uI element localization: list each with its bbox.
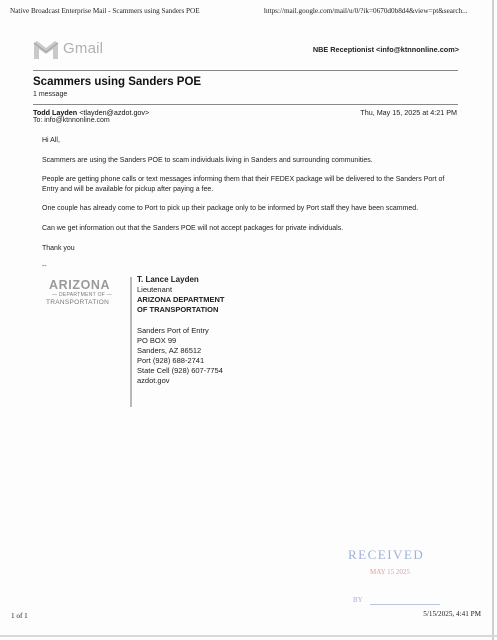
body-paragraph: Scammers are using the Sanders POE to scam individuals living in Sanders and surrounding communities. [42, 156, 373, 164]
page-edge-bottom [0, 635, 497, 637]
adot-logo-line3: TRANSPORTATION [46, 299, 110, 306]
received-stamp [348, 547, 458, 617]
print-url: https://mail.google.com/mail/u/0/?ik=0670d0b8d4&view=pt&search... [264, 7, 468, 15]
stamp-date: MAY 15 2025 [370, 568, 410, 576]
page-number: 1 of 1 [11, 612, 28, 620]
gmail-m-icon [33, 40, 59, 60]
sender-email: <tlayden@azdot.gov> [79, 108, 150, 117]
signature-website[interactable]: azdot.gov [137, 376, 170, 385]
adot-logo [46, 278, 126, 308]
sender-line [33, 108, 149, 117]
message-body [42, 136, 452, 263]
print-timestamp: 5/15/2025, 4:41 PM [423, 610, 481, 618]
signature-name: T. Lance Layden [137, 275, 199, 284]
stamp-by: BY [353, 596, 363, 604]
signature-cell-phone: State Cell (928) 607-7754 [137, 366, 223, 375]
recipient-line: To: info@ktnnonline.com [33, 117, 110, 124]
signature-address-line2: PO BOX 99 [137, 336, 177, 345]
sender-name: Todd Layden [33, 108, 78, 117]
signature-org-line2: OF TRANSPORTATION [137, 305, 219, 314]
stamp-received: RECEIVED [348, 547, 425, 562]
gmail-wordmark: Gmail [63, 40, 104, 57]
message-count: 1 message [33, 91, 68, 98]
adot-logo-line1: ARIZONA [49, 278, 111, 292]
signature-address-line1: Sanders Port of Entry [137, 326, 209, 335]
page-edge-right [492, 0, 494, 640]
message-date: Thu, May 15, 2025 at 4:21 PM [360, 108, 457, 117]
body-paragraph: One couple has already come to Port to pick up their package only to be informed by Port staff they have been scammed. [42, 205, 419, 213]
adot-logo-line2: — DEPARTMENT OF — [52, 292, 113, 298]
signature-address-line3: Sanders, AZ 86512 [137, 346, 202, 355]
body-paragraph: People are getting phone calls or text messages informing them that their FEDEX package will be delivered to the Sanders Port of Entry and will be available for pickup after paying a fee. [42, 176, 445, 193]
print-title: Native Broadcast Enterprise Mail - Scammers using Sanders POE [10, 7, 200, 15]
account-label: NBE Receptionist <info@ktnnonline.com> [312, 45, 459, 54]
body-paragraph: Hi All, [42, 137, 60, 144]
signature-org-line1: ARIZONA DEPARTMENT [137, 295, 225, 304]
print-header [10, 7, 487, 19]
signature-bar [130, 277, 132, 407]
body-paragraph: Thank you [42, 244, 75, 252]
signature-title: Lieutenant [137, 285, 173, 294]
stamp-by-line [370, 604, 440, 605]
body-paragraph: Can we get information out that the Sanders POE will not accept packages for private individuals. [42, 224, 344, 232]
signature-block [137, 275, 225, 386]
signature-port-phone: Port (928) 688-2741 [137, 356, 205, 365]
subject-divider [33, 104, 458, 105]
signature-separator: -- [42, 263, 47, 270]
thread-subject: Scammers using Sanders POE [33, 76, 202, 88]
header-divider [33, 70, 458, 71]
